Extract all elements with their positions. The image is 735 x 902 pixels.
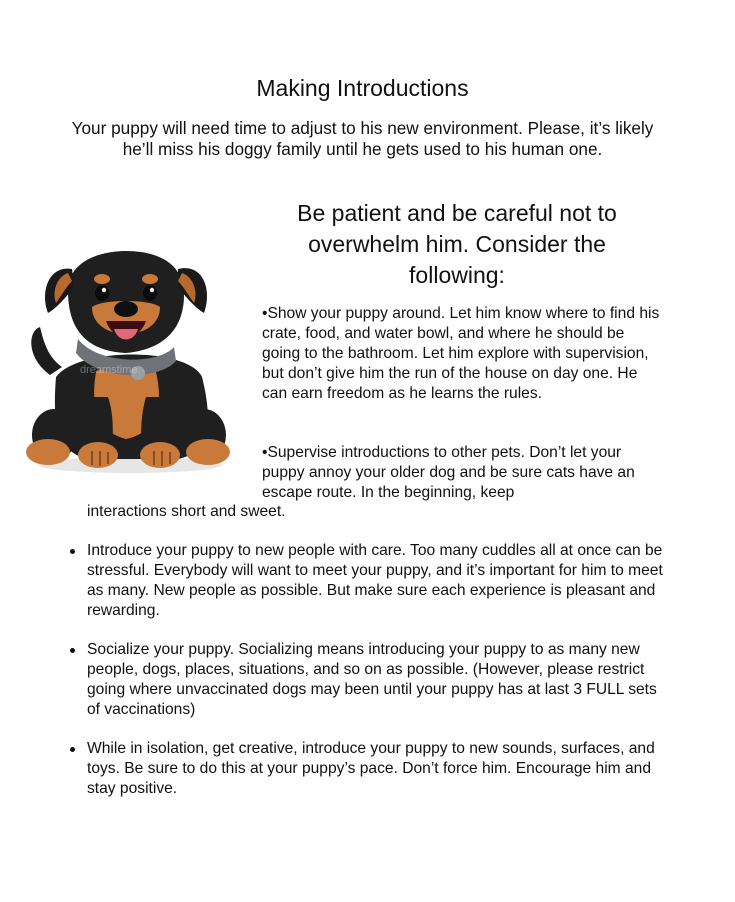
bullet-show-around: •Show your puppy around. Let him know where to find his crate, food, and water bowl, and where he should be going to the bathroom. Let him explore with supervision, but don’t give him the run of the house on day one. He can earn freedom as he learns the rules. xyxy=(262,305,660,402)
list-item xyxy=(87,541,667,621)
bullet-dot xyxy=(70,747,75,752)
bullet-list xyxy=(87,541,667,818)
bullet-dot xyxy=(70,648,75,653)
bullet-supervise-pets-continued: interactions short and sweet. xyxy=(87,503,286,520)
bullet-dot xyxy=(70,549,75,554)
list-item-text: Socialize your puppy. Socializing means introducing your puppy to as many new people, dogs, places, situations, and so on as possible. (However, please restrict going where unvaccinated dogs may been until your puppy has at last 3 FULL sets of vaccinations) xyxy=(87,641,657,718)
intro-paragraph: Your puppy will need time to adjust to his new environment. Please, it’s likely he’ll miss his doggy family until he gets used to his human one. xyxy=(71,118,654,159)
list-item-text: Introduce your puppy to new people with care. Too many cuddles all at once can be stressful. Everybody will want to meet your puppy, and it’s important for him to meet as many. New people as possible. But make sure each experience is pleasant and rewarding. xyxy=(87,542,663,619)
subheading: Be patient and be careful not to overwhelm him. Consider the following: xyxy=(297,200,617,288)
list-item xyxy=(87,640,667,720)
page-title: Making Introductions xyxy=(256,75,469,101)
bullet-supervise-pets: •Supervise introductions to other pets. Don’t let your puppy annoy your older dog and be sure cats have an escape route. In the beginning, keep xyxy=(262,444,635,501)
list-item xyxy=(87,739,667,799)
puppy-illustration xyxy=(18,247,233,477)
svg-text:dreamstime: dreamstime xyxy=(80,364,138,376)
list-item-text: While in isolation, get creative, introduce your puppy to new sounds, surfaces, and toys. Be sure to do this at your puppy’s pace. Don’t force him. Encourage him and stay positive. xyxy=(87,740,655,797)
